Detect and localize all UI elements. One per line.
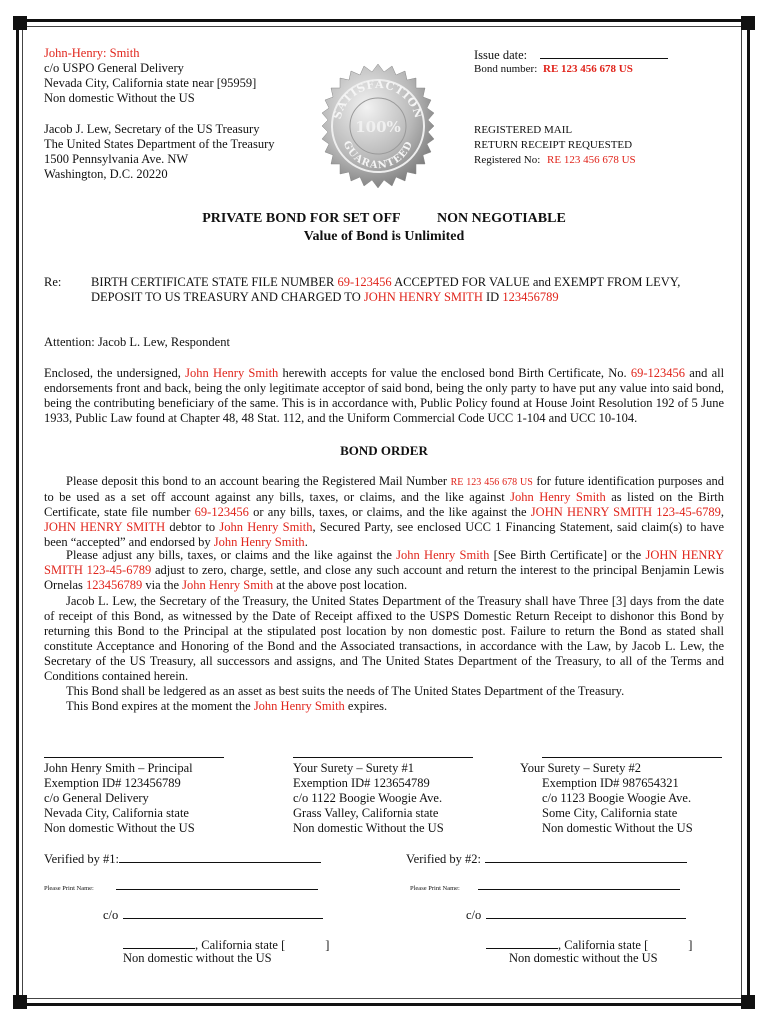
signer-address: Grass Valley, California state <box>293 806 439 820</box>
sender-line: Nevada City, California state near [95959] <box>44 76 257 90</box>
verified-by-1-field[interactable] <box>119 850 321 863</box>
bond-title-right: NON NEGOTIABLE <box>437 211 566 226</box>
sender-block <box>44 46 256 106</box>
registered-number: RE 123 456 678 US <box>450 477 533 488</box>
bond-number-row <box>474 62 633 77</box>
surety-1-signature-line[interactable] <box>293 757 473 758</box>
paragraph-text: Enclosed, the undersigned, <box>44 366 181 380</box>
enclosed-paragraph <box>44 366 724 426</box>
paragraph-text: as listed on the Birth Certificate, state file number <box>44 490 724 519</box>
bond-order-paragraph-3: Jacob L. Lew, the Secretary of the Treasury, the United States Department of the Treasury shall have Three [3] days from the date of receipt of this Bond, as witnessed by the Date of Receipt affixed to the USPS Domestic Return Receipt to dishonor this Bond by returning this Bond to the Principal at the stipulated post location by non domestic post. Failure to return the Bond as stated shall constitute Acceptance and Honoring of the Bond and the Associated transactions, in accordance with the Law, by Jacob L. Lew, the Secretary of the US Treasury, all successors and assigns, and The United States Department of the Treasury, to all of the Terms and Conditions contained herein. <box>44 594 724 683</box>
signer-id: Exemption ID# 987654321 <box>542 776 679 790</box>
re-text-part: ACCEPTED FOR VALUE and EXEMPT FROM LEVY, <box>394 275 681 289</box>
principal-name: John Henry Smith <box>253 699 345 713</box>
signer-id: Exemption ID# 123456789 <box>44 776 181 790</box>
state-label: , California state [ <box>195 938 286 952</box>
print-name-1-field[interactable] <box>116 877 318 890</box>
return-receipt-line: RETURN RECEIPT REQUESTED <box>474 139 633 151</box>
signer-address: Non domestic Without the US <box>542 821 693 835</box>
print-name-1-row <box>44 877 318 895</box>
recipient-line: Jacob J. Lew, Secretary of the US Treasury <box>44 122 260 136</box>
print-name-2-row <box>410 877 680 895</box>
paragraph-text: debtor to <box>169 520 216 534</box>
signer-address: c/o General Delivery <box>44 791 149 805</box>
non-domestic-1: Non domestic without the US <box>123 951 272 965</box>
state-bracket: ] <box>325 938 330 952</box>
border-corner <box>13 16 27 30</box>
registered-no-value: RE 123 456 678 US <box>547 154 636 166</box>
print-name-label: Please Print Name: <box>410 885 460 892</box>
paragraph-text: or any bills, taxes, or claims, and the like against the <box>253 505 527 519</box>
issue-date-row <box>474 46 668 63</box>
recipient-line: Washington, D.C. 20220 <box>44 167 168 181</box>
seal-top-text: SATISFACTION <box>330 77 426 121</box>
principal-id: 123456789 <box>86 578 143 592</box>
bond-order-paragraph-4: This Bond shall be ledgered as an asset as best suits the needs of The United States Department of the Treasury. <box>66 684 625 698</box>
signer-address: c/o 1123 Boogie Woogie Ave. <box>542 791 692 805</box>
paragraph-text: , Secured Party, see enclosed UCC 1 Financing Statement, said claim(s) to have been “accepted” and endorsed by <box>44 520 725 549</box>
recipient-line: The United States Department of the Treasury <box>44 137 275 151</box>
issue-date-label: Issue date: <box>474 48 528 62</box>
care-of-2-row <box>466 906 686 923</box>
seal-badge-icon <box>314 62 442 190</box>
paragraph-text: herewith accepts for value the enclosed bond Birth Certificate, No. <box>282 366 627 380</box>
recipient-line: 1500 Pennsylvania Ave. NW <box>44 152 189 166</box>
certificate-number: 69-123456 <box>194 505 249 519</box>
principal-name: John Henry Smith <box>185 366 279 380</box>
city-1-field[interactable] <box>123 936 195 949</box>
paragraph-text: at the above post location. <box>276 578 408 592</box>
signer-address: c/o 1122 Boogie Woogie Ave. <box>293 791 443 805</box>
re-label: Re: <box>44 275 62 289</box>
signer-address: Nevada City, California state <box>44 806 189 820</box>
city-2-field[interactable] <box>486 936 558 949</box>
principal-name: John Henry Smith <box>182 578 274 592</box>
state-label: , California state [ <box>558 938 649 952</box>
re-text-part: DEPOSIT TO US TREASURY AND CHARGED TO <box>91 290 361 304</box>
signer-title: Your Surety – Surety #2 <box>520 761 641 775</box>
bond-title <box>0 211 768 227</box>
signer-title: John Henry Smith – Principal <box>44 761 193 775</box>
paragraph-text: This Bond expires at the moment the <box>66 699 251 713</box>
paragraph-text: via the <box>145 578 180 592</box>
verified-by-label: Verified by #2: <box>406 852 481 866</box>
sender-line: c/o USPO General Delivery <box>44 61 184 75</box>
debtor-name: JOHN HENRY SMITH 123-45-6789 <box>44 548 725 577</box>
principal-signature-line[interactable] <box>44 757 224 758</box>
bond-order-paragraph-5 <box>44 699 724 714</box>
principal-name: John Henry Smith <box>396 548 490 562</box>
verified-by-2-row <box>406 850 687 867</box>
principal-name: John Henry Smith <box>213 535 305 549</box>
care-of-label: c/o <box>466 908 482 922</box>
paragraph-text: Please adjust any bills, taxes, or claims and the like against the <box>66 548 392 562</box>
paragraph-text: [See Birth Certificate] or the <box>493 548 642 562</box>
care-of-2-field[interactable] <box>486 906 686 919</box>
re-name: JOHN HENRY SMITH <box>363 290 483 304</box>
signer-block-surety-2 <box>520 761 693 836</box>
signer-id: Exemption ID# 123654789 <box>293 776 430 790</box>
paragraph-text: adjust to zero, charge, settle, and close any such account and return the interest to the principal Benjamin Lewis Ornelas <box>44 563 725 592</box>
registered-no-label: Registered No: <box>474 154 541 166</box>
bond-order-paragraph-1: Please deposit this bond to an account bearing the Registered Mail Number RE 123 456 678 US for future identification purposes and to be used as a set off account against any bills, taxes, or claims, and the like against John Henry Smith as listed on the Birth Certificate, state file number 69-123456 or any bills, taxes, or claims, and the like against the JOHN HENRY SMITH 123-45-6789, JOHN HENRY SMITH debtor to John Henry Smith, Secured Party, see enclosed UCC 1 Financing Statement, said claim(s) to have been “accepted” and endorsed by John Henry Smith. <box>44 474 725 549</box>
registered-mail-line: REGISTERED MAIL <box>474 124 573 136</box>
signer-address: Non domestic Without the US <box>44 821 195 835</box>
verified-by-label: Verified by #1: <box>44 852 119 866</box>
signer-title: Your Surety – Surety #1 <box>293 761 414 775</box>
debtor-name: JOHN HENRY SMITH <box>44 520 166 534</box>
debtor-name: JOHN HENRY SMITH 123-45-6789 <box>530 505 721 519</box>
bond-order-heading: BOND ORDER <box>340 443 428 458</box>
sender-name: John-Henry: Smith <box>44 46 140 60</box>
paragraph-text: for future identification purposes and to be used as a set off account against any bills, taxes, or claims, and the like against <box>44 474 724 504</box>
signer-block-principal <box>44 761 195 836</box>
certificate-number: 69-123456 <box>630 366 686 380</box>
signer-address: Some City, California state <box>542 806 678 820</box>
re-file-number: 69-123456 <box>337 275 392 289</box>
care-of-1-row <box>103 906 323 923</box>
recipient-block <box>44 122 275 182</box>
signer-address: Non domestic Without the US <box>293 821 444 835</box>
paragraph-text: and all endorsements front and back, being the only legitimate acceptor of said bond, being the only party to have put any value into said bond, being the contributing beneficiary of the same. This is in accordance with, Public Policy found at House Joint Resolution 192 of 5 June 1933, Public Law found at Chapter 48, 48 Stat. 112, and the Uniform Commercial Code UCC 1-104 and UCC 10-104. <box>44 366 725 425</box>
state-bracket: ] <box>688 938 693 952</box>
re-text <box>91 275 731 305</box>
verified-by-1-row <box>44 850 321 867</box>
bond-order-paragraph-2 <box>44 548 724 593</box>
re-text-part: BIRTH CERTIFICATE STATE FILE NUMBER <box>91 275 335 289</box>
bond-title-left: PRIVATE BOND FOR SET OFF <box>202 211 401 226</box>
paragraph-text: expires. <box>347 699 388 713</box>
bond-number-label: Bond number: <box>474 63 538 75</box>
seal-center-text: 100% <box>355 118 401 136</box>
verified-by-2-field[interactable] <box>485 850 687 863</box>
principal-name: John Henry Smith <box>219 520 313 534</box>
border-corner <box>13 995 27 1009</box>
re-text-part: ID <box>485 290 500 304</box>
sender-line: Non domestic Without the US <box>44 91 195 105</box>
attention-line: Attention: Jacob L. Lew, Respondent <box>44 335 230 349</box>
surety-2-signature-line[interactable] <box>542 757 722 758</box>
registered-mail-block <box>474 123 636 168</box>
paragraph-text: Please deposit this bond to an account bearing the Registered Mail Number <box>66 474 448 488</box>
bond-subtitle: Value of Bond is Unlimited <box>303 229 465 244</box>
re-id: 123456789 <box>502 290 559 304</box>
issue-date-field[interactable] <box>540 46 668 59</box>
bond-number-value: RE 123 456 678 US <box>543 63 633 75</box>
border-corner <box>741 995 755 1009</box>
signer-block-surety-1 <box>293 761 444 836</box>
seal-bottom-text: GUARANTEED <box>340 139 416 172</box>
non-domestic-2: Non domestic without the US <box>509 951 658 965</box>
care-of-1-field[interactable] <box>123 906 323 919</box>
care-of-label: c/o <box>103 908 119 922</box>
print-name-2-field[interactable] <box>478 877 680 890</box>
border-corner <box>741 16 755 30</box>
principal-name: John Henry Smith <box>510 490 606 504</box>
print-name-label: Please Print Name: <box>44 885 94 892</box>
